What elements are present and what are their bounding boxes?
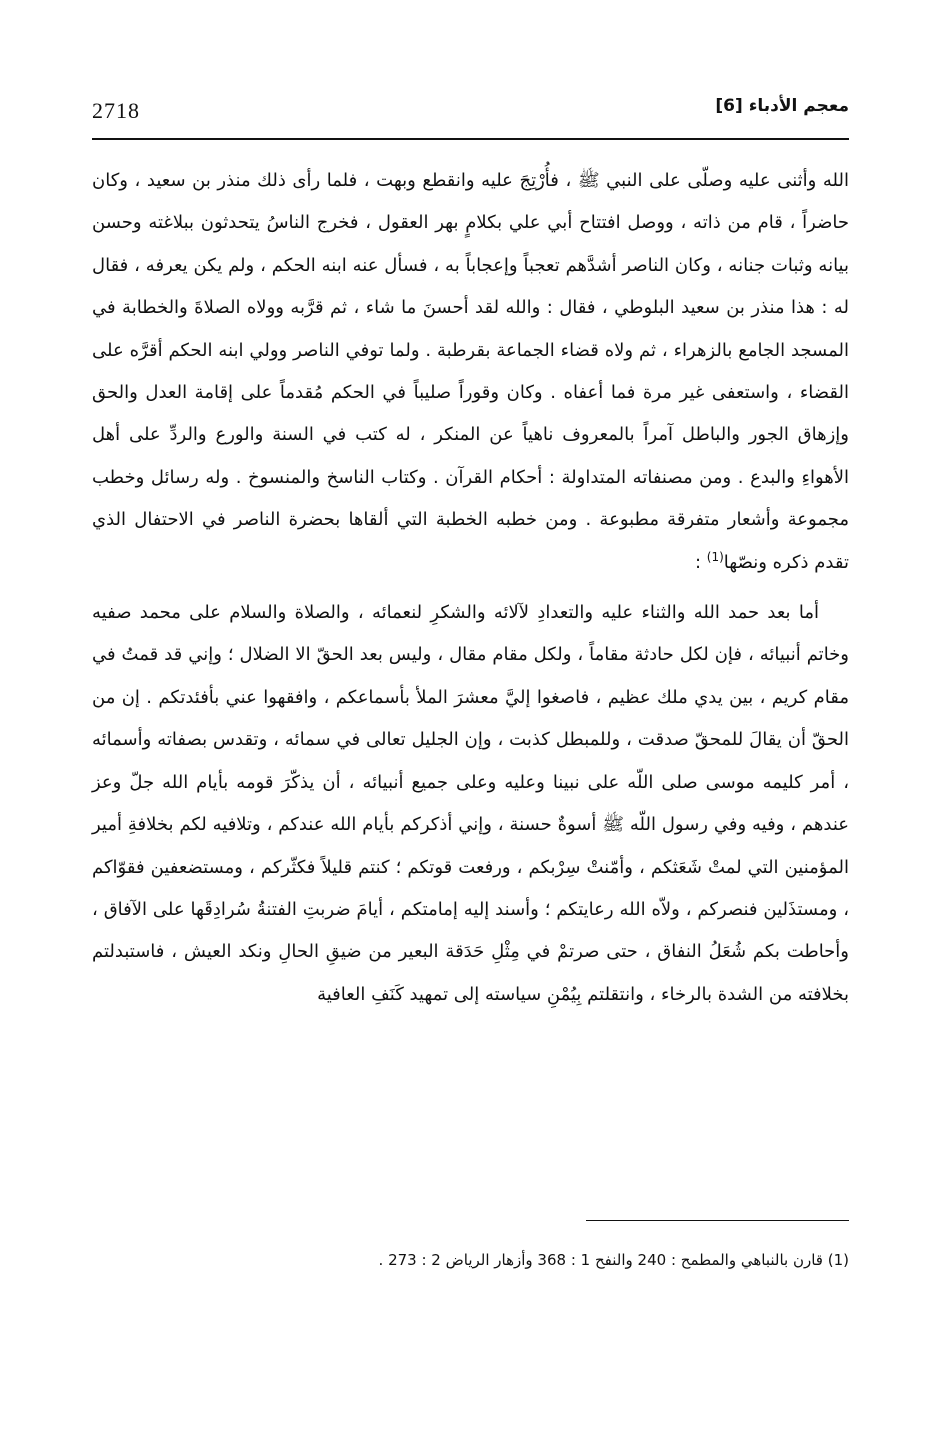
footnote: (1) قارن بالنباهي والمطمح : 240 والنفح 1 : 368 وأزهار الرياض 2 : 273 . xyxy=(378,1251,849,1269)
page-header xyxy=(92,96,849,132)
page-number: 2718 xyxy=(92,98,140,123)
paragraph-2: أما بعد حمد الله والثناء عليه والتعدادِ لآلائه والشكرِ لنعمائه ، والصلاة والسلام على محمد صفيه وخاتم أنبيائه ، فإن لكل حادثة مقاماً ، ولكل مقام مقال ، وليس بعد الحقّ الا الضلال ؛ وإني قد قمتُ في مقام كريم ، بين يدي ملك عظيم ، فاصغوا إليَّ معشرَ الملأ بأسماعكم ، وافقهوا عني بأفئدتكم . إن من الحقّ أن يقالَ للمحقّ صدقت ، وللمبطل كذبت ، وإن الجليل تعالى في سمائه ، وتقدس بصفاته وأسمائه ، أمر كليمه موسى صلى اللّه على نبينا وعليه وعلى جميع أنبيائه ، أن يذكّرَ قومه بأيام الله جلّ وعز عندهم ، وفيه وفي رسول اللّه ﷺ أسوةٌ حسنة ، وإني أذكركم بأيام الله عندكم ، وتلافيه لكم بخلافةِ أمير المؤمنين التي لمتْ شَعَثكم ، وأمّنتْ سِرْبكم ، ورفعت قوتكم ؛ كنتم قليلاً فكثّركم ، ومستضعفين فقوّاكم ، ومستذَلين فنصركم ، ولاّه الله رعايتكم ؛ وأسند إليه إمامتكم ، أيامَ ضربتِ الفتنةُ سُرادِقَها على الآفاق ، وأحاطت بكم شُعَلُ النفاق ، حتى صرتمْ في مِثْلِ حَدَقة البعير من ضيقِ الحالِ ونكد العيش ، فاستبدلتم بخلافته من الشدة بالرخاء ، وانتقلتم بِيُمْنِ سياسته إلى تمهيد كَنَفِ العافية xyxy=(92,602,849,1005)
header-rule xyxy=(92,138,849,140)
paragraph-1 xyxy=(92,160,849,584)
paragraph-1-text: الله وأثنى عليه وصلّى على النبي ﷺ ، فأُرْتِجَ عليه وانقطع وبهت ، فلما رأى ذلك منذر بن سعيد ، وكان حاضراً ، قام من ذاته ، ووصل افتتاح أبي علي بكلامٍ بهر العقول ، فخرج الناسُ يتحدثون ببلاغته وحسن بيانه وثبات جنانه ، وكان الناصر أشدَّهم تعجباً وإعجاباً به ، فسأل عنه ابنه الحكم ، ولم يكن يعرفه ، فقال له : هذا منذر بن سعيد البلوطي ، فقال : والله لقد أحسنَ ما شاء ، ثم قرَّبه وولاه الصلاةَ والخطابة في المسجد الجامع بالزهراء ، ثم ولاه قضاء الجماعة بقرطبة . ولما توفي الناصر وولي ابنه الحكم أقرَّه على القضاء ، واستعفى غير مرة فما أعفاه . وكان وقوراً صليباً في الحكم مُقدماً على إقامة العدل والحق وإزهاق الجور والباطل آمراً بالمعروف ناهياً عن المنكر ، له كتب في السنة والورع والردِّ على أهل الأهواءِ والبدع . ومن مصنفاته المتداولة : أحكام القرآن . وكتاب الناسخ والمنسوخ . وله رسائل وخطب مجموعة وأشعار متفرقة مطبوعة . ومن خطبه الخطبة التي ألقاها بحضرة الناصر في الاحتفال الذي تقدم ذكره ونصّها xyxy=(92,170,849,573)
footnote-rule xyxy=(586,1220,849,1221)
running-title: معجم الأدباء [6] xyxy=(715,96,849,116)
body-text xyxy=(92,160,849,1016)
footnote-ref: (1) xyxy=(706,549,724,564)
paragraph-1-trailing: : xyxy=(694,551,707,573)
